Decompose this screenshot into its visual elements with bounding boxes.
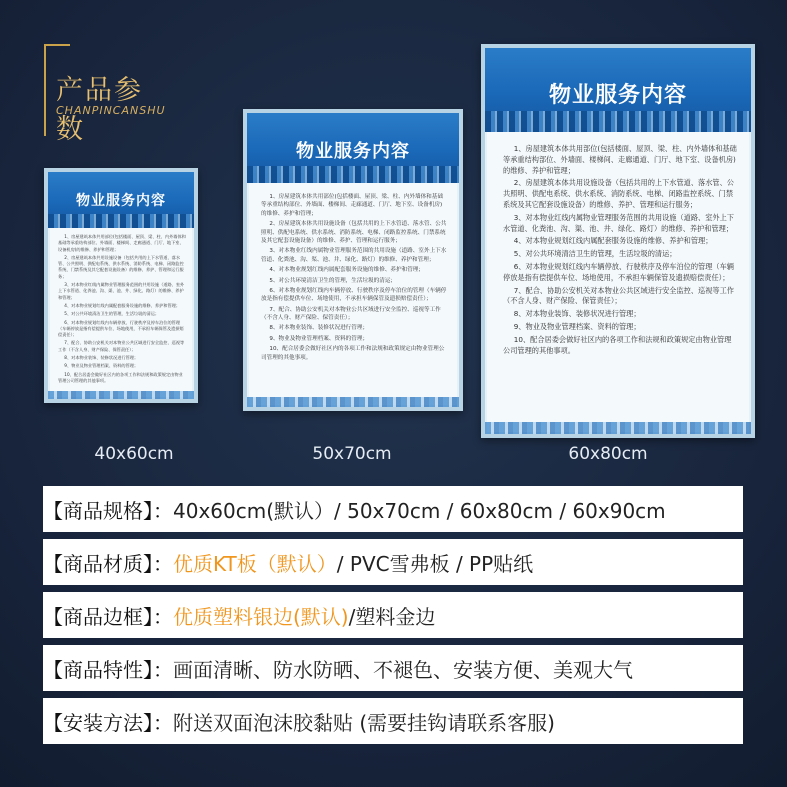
product-params-logo	[44, 44, 166, 145]
size-label-50x70: 50x70cm	[312, 444, 392, 464]
panel-item: 3、对本物业红线内属物业管理服务范围的共用设施（道路、室外上下水管道、化粪池、沟、渠、池、井、绿化、路灯）的维修、养护和管理；	[503, 212, 734, 233]
spec-row-size	[43, 486, 743, 532]
panel-footer-pattern	[247, 397, 459, 407]
panel-title: 物业服务内容	[296, 141, 410, 162]
panel-item: 7、配合、协助公安机关对本物业公共区域进行安全监控、巡视等工作（不含人身、财产保险、保管责任）；	[503, 285, 734, 306]
panel-item: 8、对本物业装饰、装修状况进行管理；	[269, 325, 369, 332]
panel-item: 2、房屋建筑本体共用设施设备（包括共用的上下水管道、落水管、公共照明、供配电系统、供水系统、消防系统、电梯、闭路监控系统、门禁系统及其它配套设施设备）的维修、养护、管理和运行服务；	[261, 221, 447, 244]
panel-item: 6、对本物业规划红线内车辆停放、行驶秩序及停车泊位的管理（车辆停放是指有偿提供车位、场地使用，不承担车辆保管及遗损赔偿责任）；	[503, 261, 734, 282]
panel-body	[58, 234, 186, 386]
spec-row-frame	[43, 592, 743, 638]
panel-item: 1、房屋建筑本体共用部位(包括楼面、屋顶、梁、柱、内外墙体和基础等承重结构部位、外墙面、楼梯间、走廊通道、门厅、地下室、设备机房)的维修、养护和管理；	[261, 194, 443, 217]
panel-item: 9、物业及物业管理档案、资料的管理；	[269, 335, 369, 342]
spec-key: 【安装方法】：	[43, 710, 173, 735]
spec-row-material	[43, 539, 743, 585]
spec-key: 【商品特性】：	[43, 657, 173, 682]
spec-key: 【商品材质】：	[43, 551, 173, 576]
panel-item: 2、房屋建筑本体共用设施设备（包括共用的上下水管道、落水管、公共照明、供配电系统、供水系统、消防系统、电梯、闭路监控系统、门禁系统及其它配套设施设备）的维修、养护、管理和运行服务；	[58, 254, 184, 279]
spec-highlight: 优质塑料银边(默认)	[173, 604, 349, 629]
spec-key: 【商品规格】：	[43, 498, 173, 523]
spec-row-features	[43, 645, 743, 691]
panel-item: 6、对本物业规划红线内车辆停放、行驶秩序及停车泊位的管理（车辆停放是指有偿提供车位、场地使用，不承担车辆保管及遗损赔偿责任）；	[261, 287, 447, 303]
panel-item: 7、配合、协助公安机关对本物业公共区域进行安全监控、巡视等工作（不含人身、财产保险、保管责任）；	[58, 340, 185, 352]
panel-body	[503, 144, 737, 358]
panel-item: 4、对本物业规划红线内属配套服务设施的维修、养护和管理；	[513, 236, 713, 246]
logo-title: 产品参数	[56, 75, 143, 145]
panel-item: 2、房屋建筑本体共用设施设备（包括共用的上下水管道、落水管、公共照明、供配电系统、供水系统、消防系统、电梯、闭路监控系统、门禁系统及其它配套设施设备）的维修、养护、管理和运行服务；	[503, 178, 734, 209]
panel-item: 1、房屋建筑本体共用部位(包括楼面、屋顶、梁、柱、内外墙体和基础等承重结构部位、外墙面、楼梯间、走廊通道、门厅、地下室、设备机房)的维修、养护和管理；	[58, 234, 186, 252]
panel-item: 1、房屋建筑本体共用部位(包括楼面、屋顶、梁、柱、内外墙体和基础等承重结构部位、外墙面、楼梯间、走廊通道、门厅、地下室、设备机房)的维修、养护和管理；	[503, 144, 737, 175]
size-label-40x60: 40x60cm	[94, 444, 174, 464]
spec-highlight: 优质KT板（默认）	[173, 551, 337, 576]
spec-value: / PVC雪弗板 / PP贴纸	[336, 551, 534, 576]
spec-row-install	[43, 698, 743, 744]
logo-frame-line	[44, 44, 46, 136]
logo-subtitle: CHANPINCANSHU	[56, 104, 166, 117]
panel-title: 物业服务内容	[76, 193, 166, 209]
logo-frame-line	[44, 44, 70, 46]
panel-item: 5、对公共环境清洁卫生的管理，生活垃圾的清运；	[269, 277, 397, 284]
panel-body	[261, 193, 447, 364]
spec-key: 【商品边框】：	[43, 604, 173, 629]
panel-item: 4、对本物业规划红线内属配套服务设施的维修、养护和管理；	[64, 302, 181, 308]
spec-value: 附送双面泡沫胶黏贴 (需要挂钩请联系客服)	[173, 710, 555, 735]
panel-footer-pattern	[485, 422, 751, 434]
sign-preview-50x70	[243, 109, 463, 411]
panel-item: 8、对本物业装饰、装修状况进行管理；	[513, 309, 641, 319]
size-label-60x80: 60x80cm	[568, 444, 648, 464]
panel-item: 8、对本物业装饰、装修状况进行管理；	[64, 355, 139, 361]
panel-footer-pattern	[48, 391, 194, 399]
spec-value: 40x60cm(默认）/ 50x70cm / 60x80cm / 60x90cm	[173, 498, 666, 523]
panel-item: 9、物业及物业管理档案、资料的管理；	[513, 321, 641, 331]
panel-item: 5、对公共环境清洁卫生的管理，生活垃圾的清运；	[513, 249, 677, 259]
panel-title: 物业服务内容	[548, 83, 687, 108]
panel-item: 9、物业及物业管理档案、资料的管理；	[64, 363, 139, 369]
panel-item: 10、配合居委会做好社区内的各项工作和法规和政策规定由物业管理公司管理的其他事项。	[503, 334, 732, 355]
spec-value: 画面清晰、防水防晒、不褪色、安装方便、美观大气	[173, 657, 633, 682]
panel-item: 10、配合居委会做好社区内的各项工作和法规和政策规定由物业管理公司管理的其他事项。	[261, 346, 445, 361]
panel-item: 6、对本物业规划红线内车辆停放、行驶秩序及停车泊位的管理（车辆停放是指有偿提供车位、场地使用，不承担车辆保管及遗损赔偿责任）；	[58, 319, 184, 338]
panel-item: 7、配合、协助公安机关对本物业公共区域进行安全监控、巡视等工作（不含人身、财产保险、保管责任）；	[261, 306, 441, 322]
panel-item: 5、对公共环境清洁卫生的管理，生活垃圾的清运；	[64, 311, 160, 317]
panel-item: 3、对本物业红线内属物业管理服务范围的共用设施（道路、室外上下水管道、化粪池、沟、渠、池、井、绿化、路灯）的维修、养护和管理；	[261, 248, 447, 263]
panel-item: 10、配合居委会做好社区内的各项工作和法规和政策规定由物业管理公司管理的其他事项。	[58, 371, 183, 383]
panel-item: 3、对本物业红线内属物业管理服务范围的共用设施（道路、室外上下水管道、化粪池、沟、渠、池、井、绿化、路灯）的维修、养护和管理；	[58, 282, 185, 300]
spec-value: /塑料金边	[348, 604, 436, 629]
panel-item: 4、对本物业规划红线内属配套服务设施的维修、养护和管理；	[269, 267, 424, 274]
sign-preview-40x60	[44, 168, 198, 403]
sign-preview-60x80	[481, 44, 755, 438]
